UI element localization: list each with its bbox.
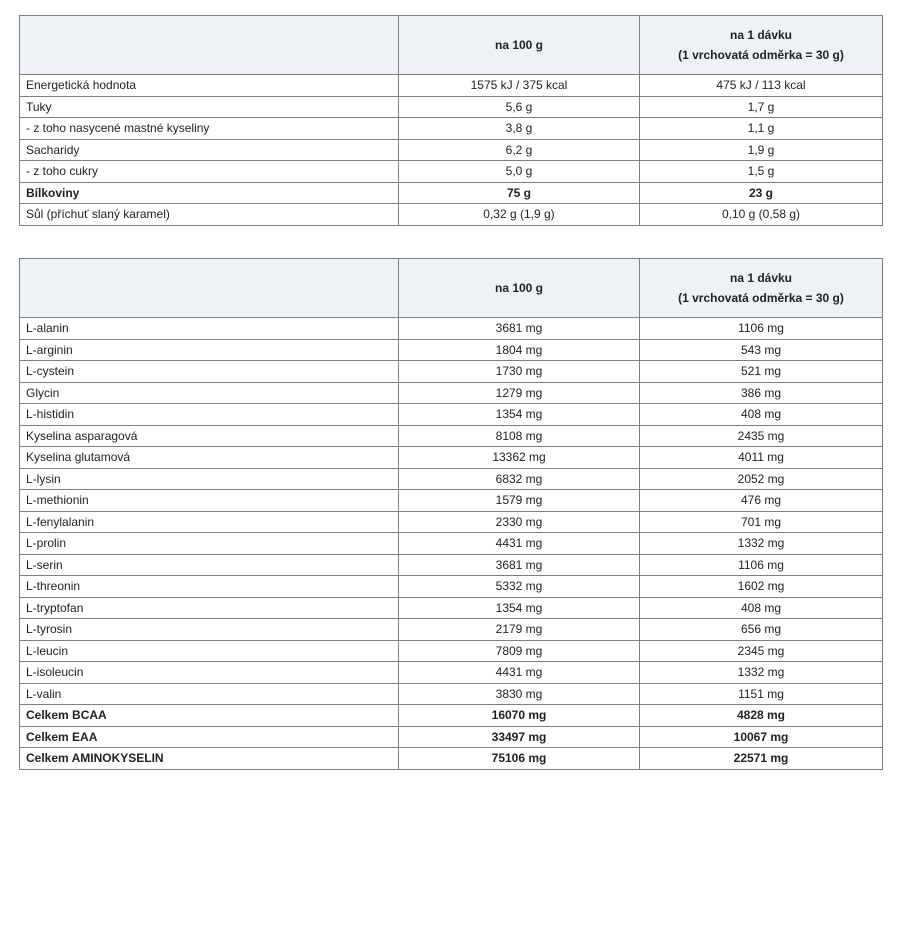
table-row (20, 118, 883, 140)
row-value-per-100g: 4431 mg (399, 533, 640, 555)
row-value-per-dose: 701 mg (640, 511, 883, 533)
table-row (20, 339, 883, 361)
row-value-per-100g: 8108 mg (399, 425, 640, 447)
row-value-per-100g: 2179 mg (399, 619, 640, 641)
row-label: L-alanin (20, 318, 399, 340)
row-label: L-methionin (20, 490, 399, 512)
table-row (20, 662, 883, 684)
row-value-per-dose: 1106 mg (640, 318, 883, 340)
header-per-dose (640, 16, 883, 75)
row-value-per-100g: 75 g (399, 182, 640, 204)
table-row (20, 447, 883, 469)
table-row (20, 619, 883, 641)
row-value-per-100g: 3,8 g (399, 118, 640, 140)
row-label: - z toho cukry (20, 161, 399, 183)
table-row (20, 204, 883, 226)
row-value-per-dose: 408 mg (640, 597, 883, 619)
header-per-dose-note: (1 vrchovatá odměrka = 30 g) (678, 48, 844, 62)
row-label: - z toho nasycené mastné kyseliny (20, 118, 399, 140)
table-header-row (20, 16, 883, 75)
row-value-per-dose: 543 mg (640, 339, 883, 361)
row-value-per-dose: 1,5 g (640, 161, 883, 183)
header-per-dose-label: na 1 dávku (729, 271, 793, 285)
row-value-per-dose: 1,1 g (640, 118, 883, 140)
row-label: Tuky (20, 96, 399, 118)
table-row (20, 468, 883, 490)
row-value-per-100g: 4431 mg (399, 662, 640, 684)
aminoacid-table-body (20, 318, 883, 770)
table-row (20, 511, 883, 533)
row-label: L-tyrosin (20, 619, 399, 641)
row-value-per-dose: 22571 mg (640, 748, 883, 770)
row-value-per-100g: 1354 mg (399, 404, 640, 426)
row-label: L-fenylalanin (20, 511, 399, 533)
header-per-100g: na 100 g (399, 259, 640, 318)
row-label: Energetická hodnota (20, 75, 399, 97)
table-row (20, 75, 883, 97)
table-row (20, 683, 883, 705)
row-value-per-100g: 5,0 g (399, 161, 640, 183)
row-label: L-histidin (20, 404, 399, 426)
header-per-dose-note: (1 vrchovatá odměrka = 30 g) (678, 291, 844, 305)
table-row (20, 96, 883, 118)
row-value-per-100g: 75106 mg (399, 748, 640, 770)
header-per-dose (640, 259, 883, 318)
row-value-per-dose: 521 mg (640, 361, 883, 383)
row-value-per-100g: 5332 mg (399, 576, 640, 598)
aminoacid-table (19, 258, 883, 770)
table-row (20, 748, 883, 770)
row-value-per-dose: 0,10 g (0,58 g) (640, 204, 883, 226)
table-row (20, 139, 883, 161)
table-header-row (20, 259, 883, 318)
row-label: Kyselina glutamová (20, 447, 399, 469)
row-label: Bílkoviny (20, 182, 399, 204)
row-value-per-dose: 1151 mg (640, 683, 883, 705)
row-value-per-dose: 10067 mg (640, 726, 883, 748)
row-value-per-100g: 16070 mg (399, 705, 640, 727)
row-value-per-dose: 408 mg (640, 404, 883, 426)
row-value-per-dose: 4011 mg (640, 447, 883, 469)
row-label: L-prolin (20, 533, 399, 555)
row-value-per-dose: 1,9 g (640, 139, 883, 161)
row-value-per-100g: 3830 mg (399, 683, 640, 705)
row-value-per-dose: 2052 mg (640, 468, 883, 490)
table-row (20, 597, 883, 619)
table-row (20, 554, 883, 576)
row-label: Celkem BCAA (20, 705, 399, 727)
header-aminoacid (20, 259, 399, 318)
row-label: L-arginin (20, 339, 399, 361)
row-label: Sůl (příchuť slaný karamel) (20, 204, 399, 226)
row-value-per-100g: 3681 mg (399, 554, 640, 576)
row-value-per-100g: 1730 mg (399, 361, 640, 383)
row-label: L-lysin (20, 468, 399, 490)
table-row (20, 382, 883, 404)
row-value-per-100g: 1575 kJ / 375 kcal (399, 75, 640, 97)
row-label: L-tryptofan (20, 597, 399, 619)
row-value-per-dose: 1106 mg (640, 554, 883, 576)
row-value-per-dose: 2435 mg (640, 425, 883, 447)
row-label: L-isoleucin (20, 662, 399, 684)
row-value-per-100g: 1354 mg (399, 597, 640, 619)
row-value-per-100g: 1804 mg (399, 339, 640, 361)
table-row (20, 404, 883, 426)
row-value-per-100g: 1279 mg (399, 382, 640, 404)
table-row (20, 318, 883, 340)
row-value-per-100g: 6832 mg (399, 468, 640, 490)
header-per-100g: na 100 g (399, 16, 640, 75)
row-label: L-valin (20, 683, 399, 705)
row-value-per-dose: 476 mg (640, 490, 883, 512)
row-label: Kyselina asparagová (20, 425, 399, 447)
row-value-per-dose: 386 mg (640, 382, 883, 404)
row-label: L-serin (20, 554, 399, 576)
row-value-per-dose: 4828 mg (640, 705, 883, 727)
row-label: Celkem AMINOKYSELIN (20, 748, 399, 770)
row-value-per-100g: 1579 mg (399, 490, 640, 512)
row-label: L-leucin (20, 640, 399, 662)
header-nutrient (20, 16, 399, 75)
row-value-per-100g: 2330 mg (399, 511, 640, 533)
row-value-per-100g: 33497 mg (399, 726, 640, 748)
table-row (20, 425, 883, 447)
row-label: L-cystein (20, 361, 399, 383)
row-label: L-threonin (20, 576, 399, 598)
row-value-per-100g: 5,6 g (399, 96, 640, 118)
row-label: Sacharidy (20, 139, 399, 161)
table-row (20, 705, 883, 727)
table-row (20, 361, 883, 383)
header-per-dose-label: na 1 dávku (729, 28, 793, 42)
row-value-per-100g: 0,32 g (1,9 g) (399, 204, 640, 226)
row-label: Glycin (20, 382, 399, 404)
row-value-per-100g: 13362 mg (399, 447, 640, 469)
row-label: Celkem EAA (20, 726, 399, 748)
table-row (20, 726, 883, 748)
table-row (20, 533, 883, 555)
table-row (20, 490, 883, 512)
row-value-per-100g: 6,2 g (399, 139, 640, 161)
table-row (20, 576, 883, 598)
row-value-per-100g: 7809 mg (399, 640, 640, 662)
row-value-per-dose: 2345 mg (640, 640, 883, 662)
row-value-per-dose: 1,7 g (640, 96, 883, 118)
row-value-per-dose: 1602 mg (640, 576, 883, 598)
row-value-per-dose: 1332 mg (640, 662, 883, 684)
row-value-per-dose: 23 g (640, 182, 883, 204)
row-value-per-dose: 656 mg (640, 619, 883, 641)
table-row (20, 640, 883, 662)
nutrition-table-body (20, 75, 883, 226)
row-value-per-dose: 1332 mg (640, 533, 883, 555)
nutrition-table (19, 15, 883, 226)
row-value-per-100g: 3681 mg (399, 318, 640, 340)
table-row (20, 161, 883, 183)
row-value-per-dose: 475 kJ / 113 kcal (640, 75, 883, 97)
table-row (20, 182, 883, 204)
